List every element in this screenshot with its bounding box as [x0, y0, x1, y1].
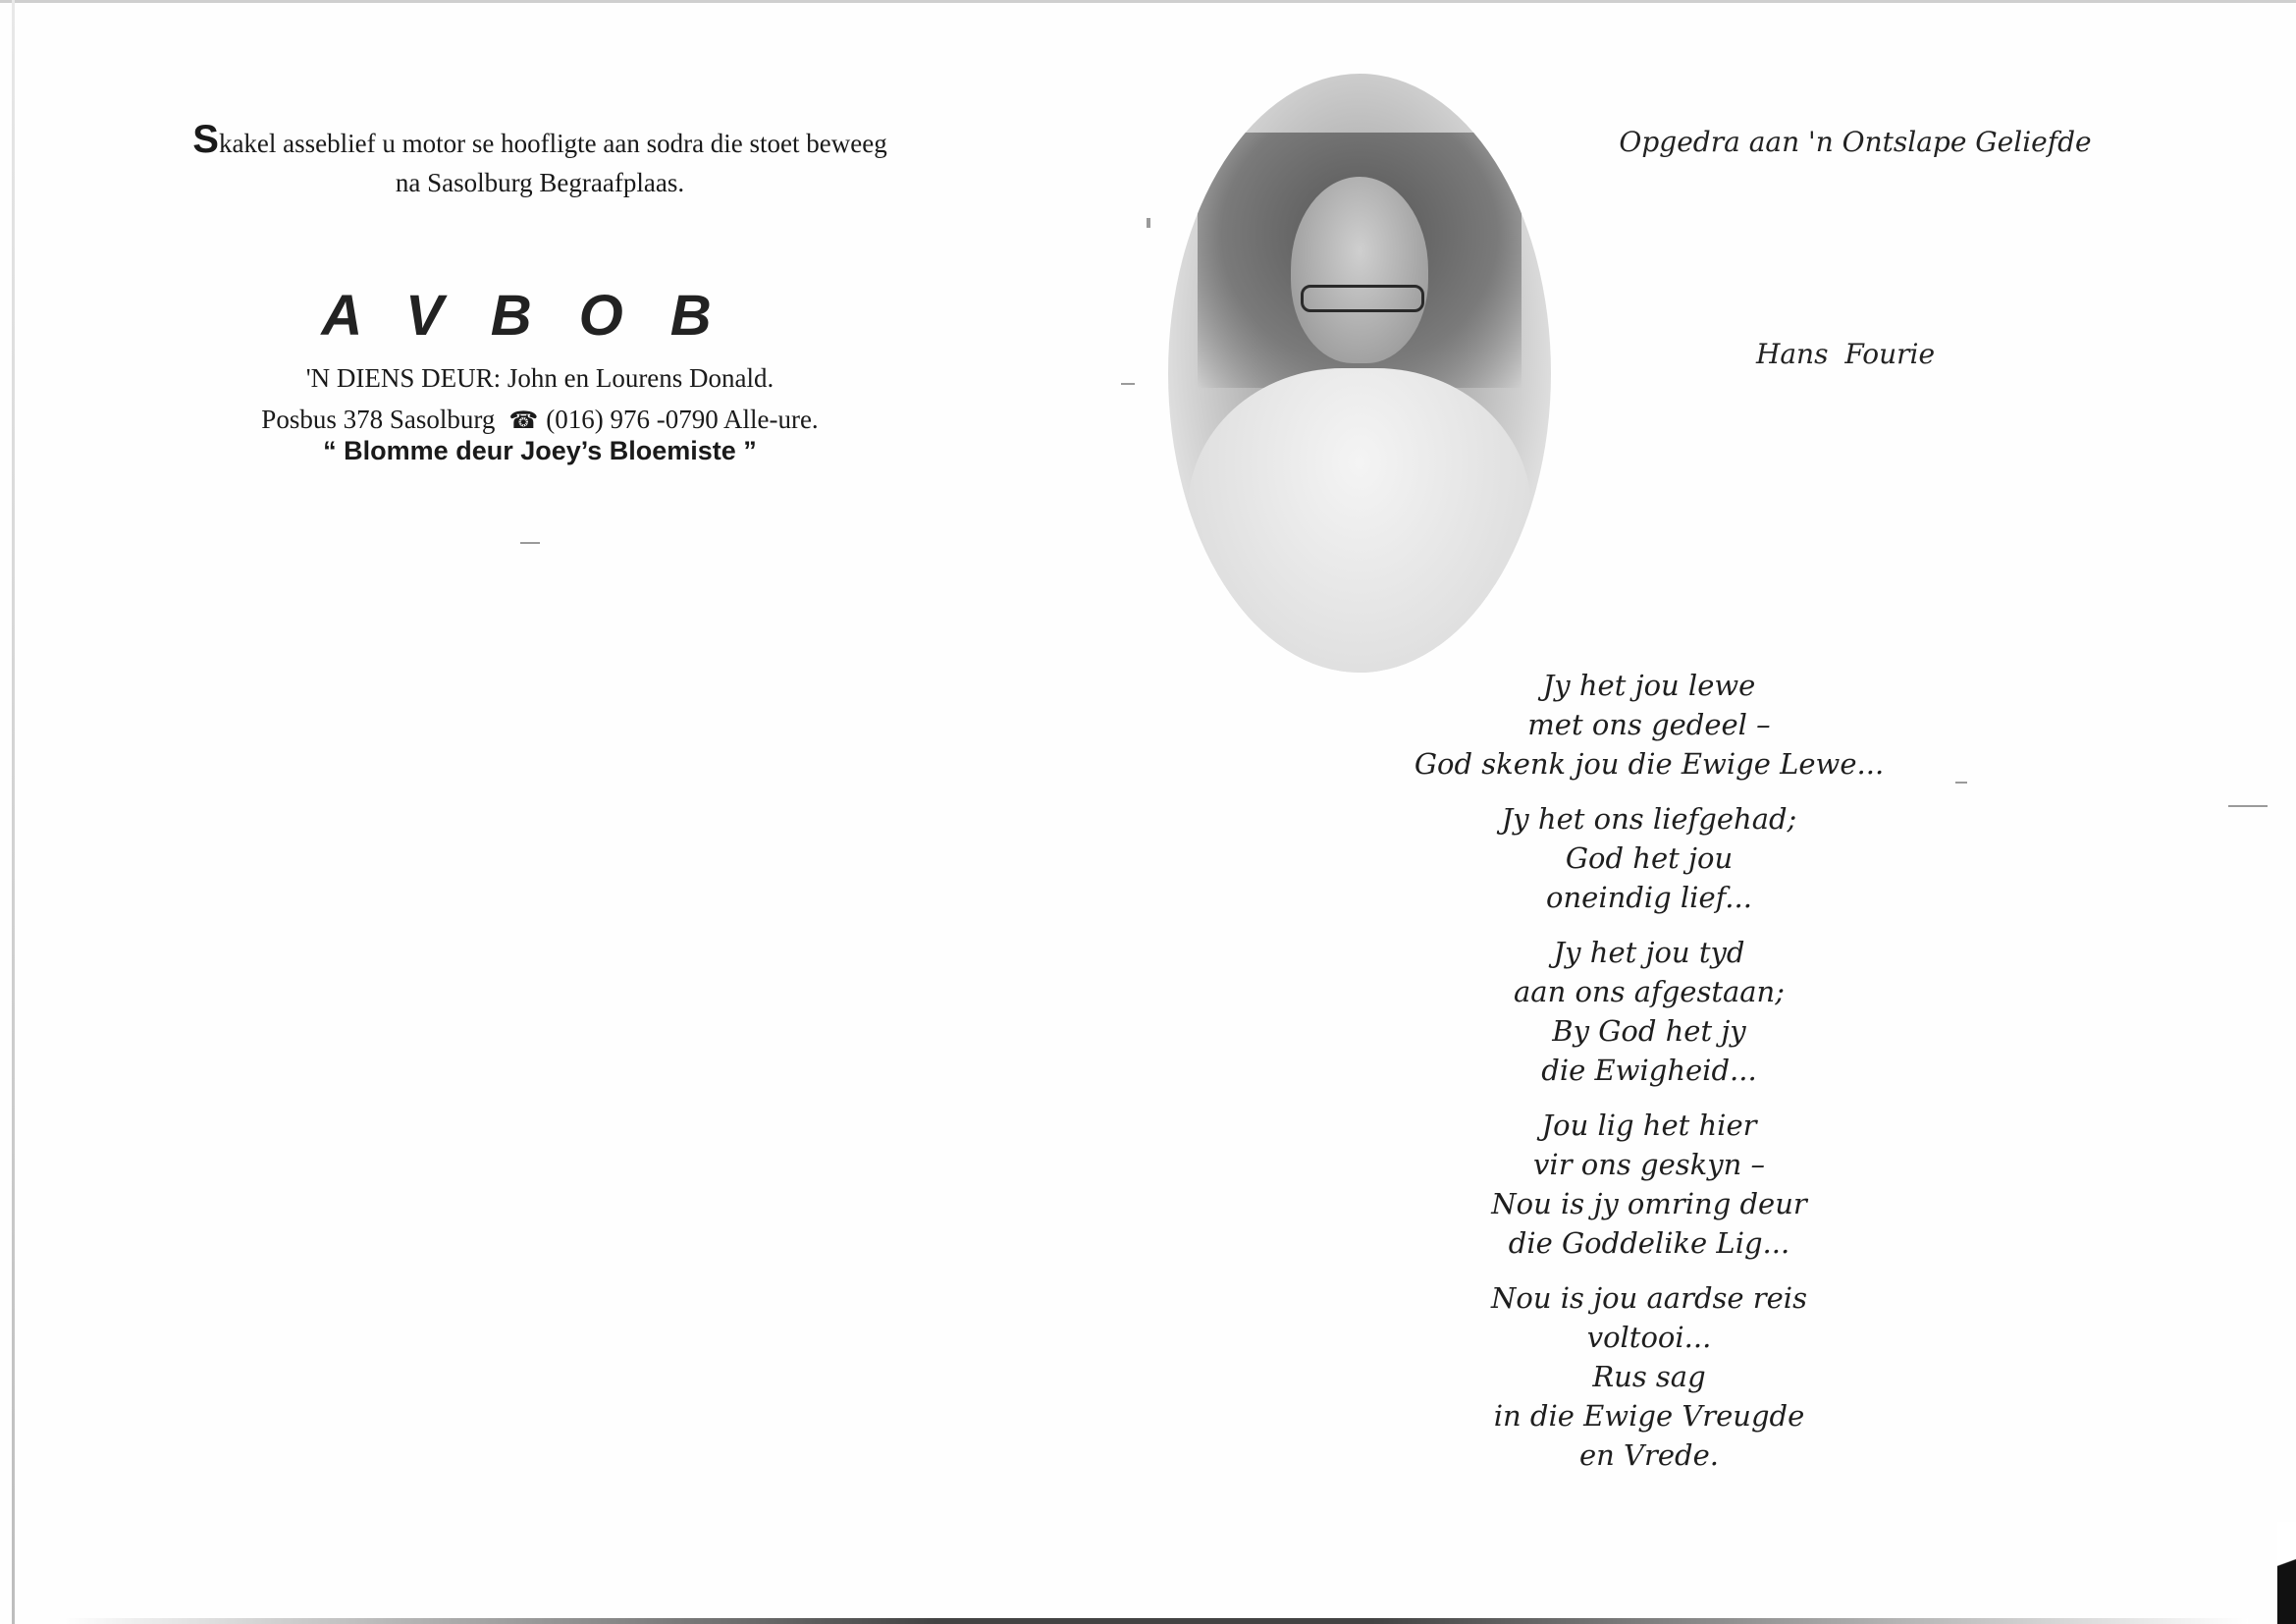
poem-stanza [1355, 666, 1944, 784]
portrait-photo [1168, 74, 1551, 673]
scan-edge-corner [2277, 1522, 2296, 1624]
scan-speck [1955, 782, 1967, 784]
poem-line: met ons gedeel – [1527, 708, 1771, 741]
telephone-icon: ☎ [508, 406, 539, 434]
poem-line: Jy het ons liefgehad; [1501, 802, 1797, 836]
notice-initial: S [192, 118, 219, 161]
scan-edge-left [12, 0, 15, 1624]
phone-number: (016) 976 -0790 Alle-ure. [546, 405, 819, 434]
poem-line: in die Ewige Vreugde [1493, 1399, 1805, 1433]
portrait-glasses [1301, 285, 1424, 312]
notice-line-1 [118, 120, 962, 163]
poem-line: God het jou [1565, 841, 1734, 875]
dedication-heading: Opgedra aan 'n Ontslape Geliefde [1619, 126, 2092, 158]
address: Posbus 378 Sasolburg [261, 405, 496, 434]
poem-line: en Vrede. [1579, 1438, 1719, 1472]
poem-stanza [1355, 799, 1944, 917]
poem-stanza [1355, 1278, 1944, 1475]
scan-speck [1121, 383, 1135, 385]
scan-speck [1147, 218, 1150, 228]
poem-line: Jou lig het hier [1541, 1109, 1757, 1142]
poem-line: Rus sag [1592, 1360, 1706, 1393]
poem-line: Nou is jy omring deur [1491, 1187, 1807, 1220]
poem-line: aan ons afgestaan; [1513, 975, 1786, 1008]
notice-line-2: na Sasolburg Begraafplaas. [395, 168, 685, 197]
headlights-notice [118, 120, 962, 202]
poem-line: God skenk jou die Ewige Lewe... [1414, 747, 1885, 781]
poem-line: By God het jy [1552, 1014, 1746, 1048]
scan-edge-top [0, 0, 2296, 3]
poem-line: vir ons geskyn – [1533, 1148, 1765, 1181]
portrait-shirt [1188, 368, 1531, 673]
contact-line [118, 399, 962, 441]
poem-line: Jy het jou lewe [1542, 669, 1756, 702]
poem-line: oneindig lief... [1546, 881, 1752, 914]
poem-line: die Goddelike Lig... [1508, 1226, 1790, 1260]
scan-edge-bottom [59, 1618, 2248, 1624]
scan-speck [520, 542, 540, 544]
service-details [118, 357, 962, 441]
funeral-home-logo: AVBOB [321, 284, 759, 348]
memorial-poem [1355, 666, 1944, 1490]
poem-line: die Ewigheid... [1541, 1054, 1757, 1087]
notice-line-1-text: kakel asseblief u motor se hoofligte aan sodra die stoet beweeg [218, 129, 887, 158]
deceased-name: Hans Fourie [1755, 338, 1936, 370]
service-line: 'N DIENS DEUR: John en Lourens Donald. [305, 363, 774, 393]
poem-line: Nou is jou aardse reis [1491, 1281, 1807, 1315]
florist-credit: “ Blomme deur Joey’s Bloemiste ” [323, 436, 757, 465]
poem-line: voltooi... [1586, 1321, 1712, 1354]
poem-stanza [1355, 1106, 1944, 1263]
scan-speck [2228, 805, 2268, 807]
poem-line: Jy het jou tyd [1553, 936, 1745, 969]
portrait-face [1291, 177, 1428, 363]
poem-stanza [1355, 933, 1944, 1090]
